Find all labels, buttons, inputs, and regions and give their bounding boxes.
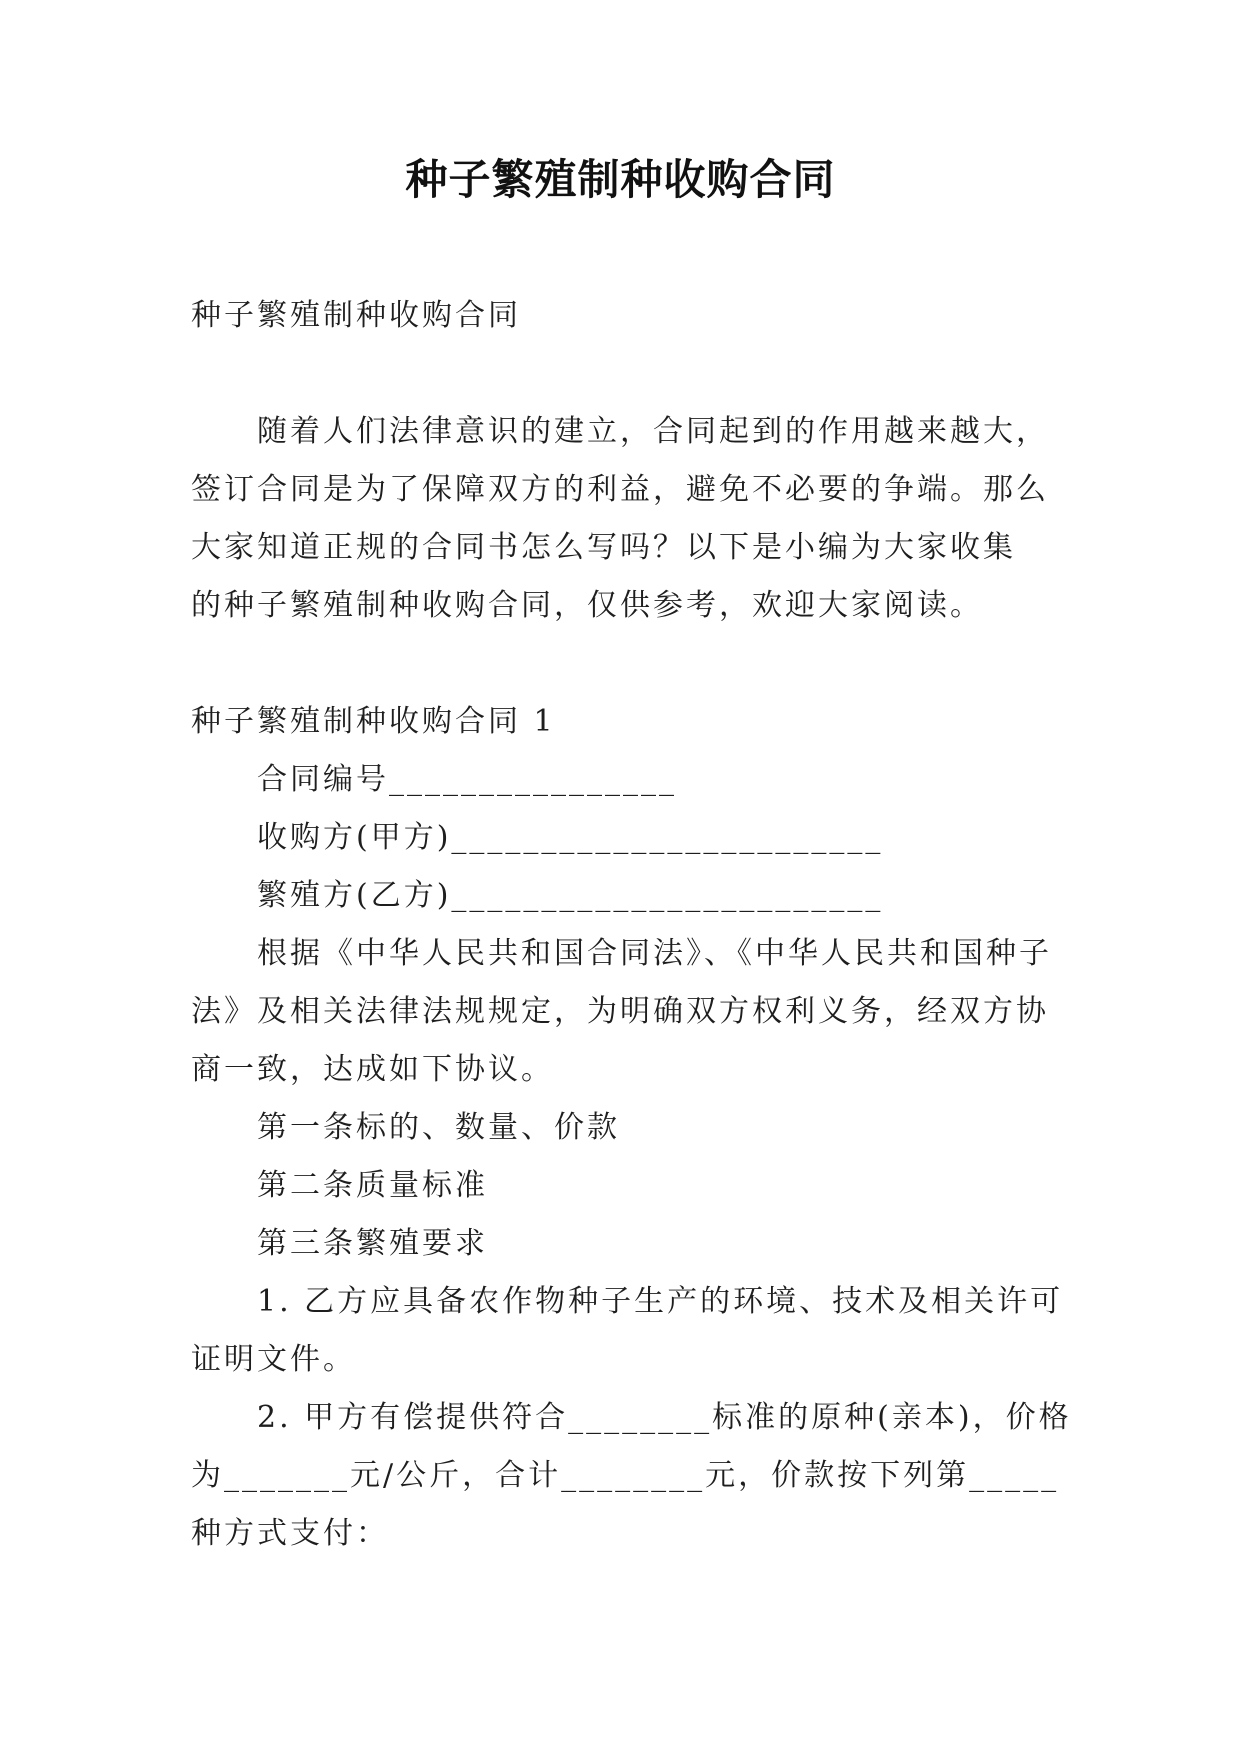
text-line: 签订合同是为了保障双方的利益，避免不必要的争端。那么 [191, 472, 1049, 507]
text-line: 法》及相关法律法规规定，为明确双方权利义务，经双方协 [191, 994, 1049, 1029]
text-line: 1. 乙方应具备农作物种子生产的环境、技术及相关许可 [257, 1284, 1064, 1319]
text-line: 种方式支付： [191, 1516, 389, 1551]
text-line: 随着人们法律意识的建立，合同起到的作用越来越大， [257, 414, 1049, 449]
text-line: 的种子繁殖制种收购合同，仅供参考，欢迎大家阅读。 [191, 588, 983, 623]
text-line: 合同编号________________ [257, 762, 677, 797]
text-line: 第三条繁殖要求 [257, 1226, 488, 1261]
text-line: 为_______元/公斤，合计________元，价款按下列第_____ [191, 1458, 1060, 1493]
text-line: 第一条标的、数量、价款 [257, 1110, 620, 1145]
document-body [191, 287, 1071, 1563]
text-line: 第二条质量标准 [257, 1168, 488, 1203]
document-title: 种子繁殖制种收购合同 [405, 155, 836, 204]
paragraph-gap [191, 345, 1071, 403]
text-line: 大家知道正规的合同书怎么写吗？以下是小编为大家收集 [191, 530, 1016, 565]
paragraph-gap [191, 635, 1071, 693]
text-line: 繁殖方(乙方)________________________ [257, 878, 884, 913]
text-line: 种子繁殖制种收购合同 1 [191, 704, 556, 739]
text-line: 种子繁殖制种收购合同 [191, 298, 521, 333]
text-line: 商一致，达成如下协议。 [191, 1052, 554, 1087]
text-line: 2. 甲方有偿提供符合________标准的原种(亲本)，价格 [257, 1400, 1072, 1435]
text-line: 根据《中华人民共和国合同法》、《中华人民共和国种子 [257, 936, 1052, 971]
text-line: 证明文件。 [191, 1342, 356, 1377]
text-line: 收购方(甲方)________________________ [257, 820, 884, 855]
